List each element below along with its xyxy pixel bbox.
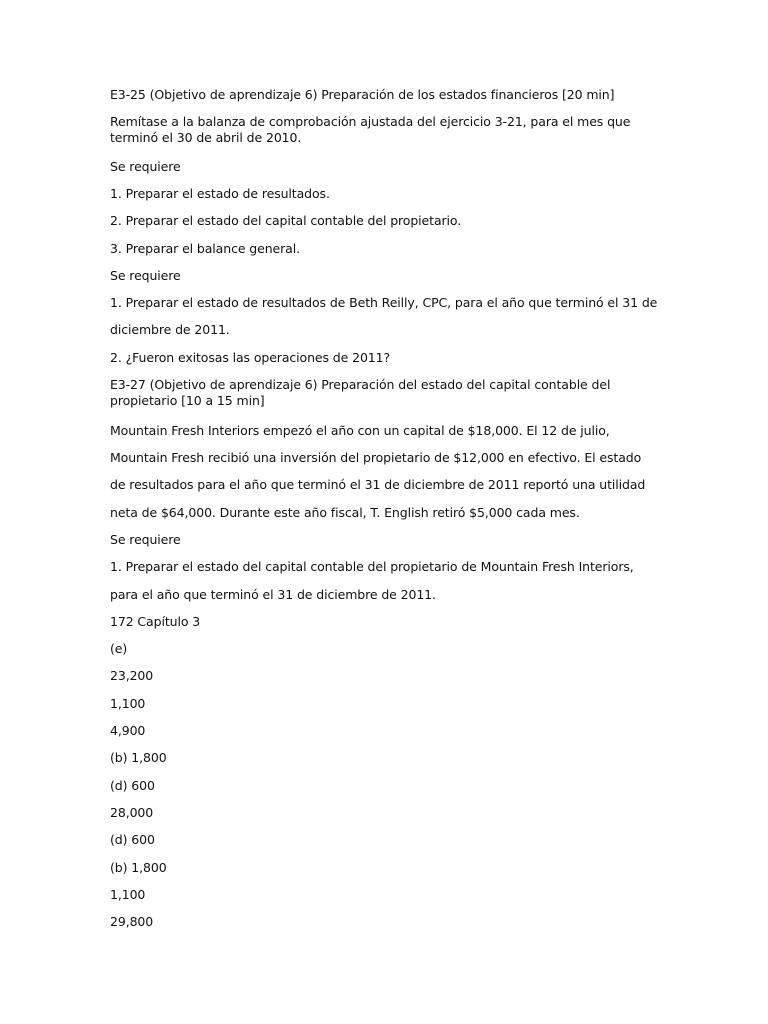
paragraph-line: neta de $64,000. Durante este año fiscal, T. English retiró $5,000 cada mes. [110,505,580,520]
requirement-item: 2. ¿Fueron exitosas las operaciones de 2011? [110,350,391,365]
value-line: (b) 1,800 [110,750,167,765]
requirement-item: 2. Preparar el estado del capital contable del propietario. [110,213,462,228]
paragraph-line: de resultados para el año que terminó el 31 de diciembre de 2011 reportó una utilidad [110,477,646,492]
paragraph-line: Mountain Fresh Interiors empezó el año con un capital de $18,000. El 12 de julio, [110,423,610,438]
exercise-heading-e3-27: E3-27 (Objetivo de aprendizaje 6) Preparación del estado del capital contable del propietario [10 a 15 min] [110,377,611,408]
page-reference: 172 Capítulo 3 [110,614,201,629]
requirement-heading: Se requiere [110,268,181,283]
requirement-item: 1. Preparar el estado de resultados. [110,186,330,201]
value-line: (d) 600 [110,778,155,793]
requirement-item: 3. Preparar el balance general. [110,241,300,256]
paragraph-line: Mountain Fresh recibió una inversión del propietario de $12,000 en efectivo. El estado [110,450,642,465]
value-line: (b) 1,800 [110,860,167,875]
value-line: 28,000 [110,805,154,820]
value-line: 23,200 [110,668,154,683]
paragraph-instructions: Remítase a la balanza de comprobación ajustada del ejercicio 3-21, para el mes que terminó el 30 de abril de 2010. [110,114,631,145]
exercise-heading-e3-25: E3-25 (Objetivo de aprendizaje 6) Preparación de los estados financieros [20 min] [110,87,615,102]
value-line: 1,100 [110,696,146,711]
value-line: 4,900 [110,723,146,738]
requirement-heading: Se requiere [110,532,181,547]
value-line: (e) [110,641,128,656]
requirement-item-continued: diciembre de 2011. [110,322,230,337]
requirement-item: 1. Preparar el estado del capital contable del propietario de Mountain Fresh Interiors, [110,559,634,574]
requirement-heading: Se requiere [110,159,181,174]
value-line: 29,800 [110,914,154,929]
value-line: 1,100 [110,887,146,902]
requirement-item-continued: para el año que terminó el 31 de diciembre de 2011. [110,587,436,602]
value-line: (d) 600 [110,832,155,847]
requirement-item: 1. Preparar el estado de resultados de Beth Reilly, CPC, para el año que terminó el 31 de [110,295,658,310]
